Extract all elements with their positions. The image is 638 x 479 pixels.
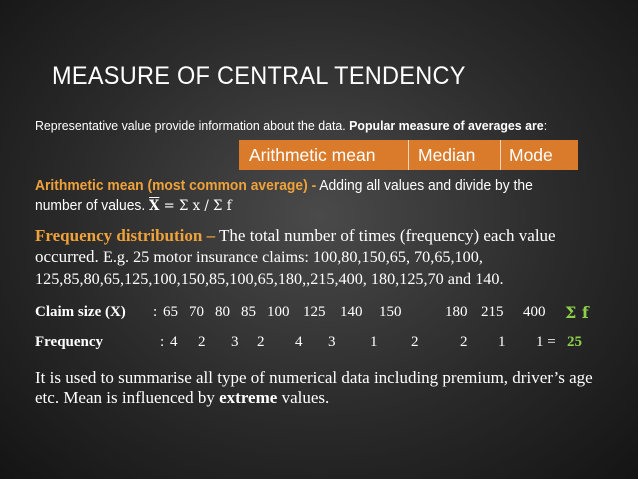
averages-box bbox=[239, 140, 578, 170]
arithmetic-mean-paragraph bbox=[35, 176, 577, 216]
intro-bold: Popular measure of averages are bbox=[349, 118, 544, 133]
closing-bold: extreme bbox=[219, 388, 278, 407]
frequency-value: 1 bbox=[498, 334, 506, 350]
claim-value: 70 bbox=[189, 304, 204, 320]
average-median: Median bbox=[409, 140, 501, 170]
frequency-label: Frequency bbox=[35, 334, 104, 350]
intro-plain: Representative value provide information about the data. bbox=[35, 118, 350, 133]
frequency-value: : bbox=[160, 334, 165, 350]
frequency-value: 3 bbox=[328, 334, 336, 350]
closing-text-1: It is used to summarise all type of numerical data including premium, driver’s age etc. Mean is influenced by bbox=[35, 368, 593, 407]
closing-paragraph bbox=[35, 368, 620, 408]
claim-value: 125 bbox=[303, 304, 326, 320]
frequency-value: 1 bbox=[370, 334, 378, 350]
frequency-value: 2 bbox=[257, 334, 265, 350]
frequency-value: 4 bbox=[295, 334, 303, 350]
claim-value: 80 bbox=[215, 304, 230, 320]
frequency-value: 2 bbox=[411, 334, 419, 350]
frequency-value: 2 bbox=[460, 334, 468, 350]
claim-value: 140 bbox=[340, 304, 363, 320]
frequency-value: 4 bbox=[170, 334, 178, 350]
arithmetic-mean-text: Adding all values and divide by the number of values. bbox=[35, 178, 533, 214]
frequency-value: 2 bbox=[198, 334, 206, 350]
claim-value: 85 bbox=[241, 304, 256, 320]
claim-value: 150 bbox=[379, 304, 402, 320]
closing-text-2: values. bbox=[277, 388, 330, 407]
claim-value: 180 bbox=[445, 304, 468, 320]
slide-title: MEASURE OF CENTRAL TENDENCY bbox=[52, 62, 466, 90]
claim-value: 400 bbox=[523, 304, 546, 320]
frequency-value: 3 bbox=[231, 334, 239, 350]
frequency-distribution-example: E.g. 25 motor insurance claims: 100,80,150,65, 70,65,100, 125,85,80,65,125,100,150,85,100,65,180,,215,400, 180,125,70 and 140. bbox=[35, 248, 504, 288]
intro-text bbox=[35, 118, 547, 133]
average-arithmetic-mean: Arithmetic mean bbox=[239, 140, 409, 170]
claim-value: 215 bbox=[481, 304, 504, 320]
frequency-distribution-text: The total number of times (frequency) each value occurred. bbox=[35, 226, 556, 266]
formula-rest: = Σ x / Σ f bbox=[159, 198, 232, 214]
claim-size-label: Claim size (X) bbox=[35, 304, 126, 320]
mean-symbol: $\overline{X}$ bbox=[149, 198, 160, 214]
average-mode: Mode bbox=[509, 144, 553, 165]
arithmetic-mean-heading: Arithmetic mean (most common average) - bbox=[35, 178, 317, 194]
frequency-distribution-heading: Frequency distribution – bbox=[35, 226, 216, 245]
frequency-distribution-paragraph bbox=[35, 225, 620, 290]
claim-value: 65 bbox=[163, 304, 178, 320]
frequency-value: 1 = bbox=[536, 334, 556, 350]
intro-suffix: : bbox=[543, 118, 548, 133]
claim-value: : bbox=[153, 304, 158, 320]
claim-value: 100 bbox=[267, 304, 290, 320]
sigma-f-label: Σ f bbox=[565, 303, 589, 322]
mean-formula bbox=[149, 198, 232, 214]
frequency-total: 25 bbox=[567, 334, 582, 350]
